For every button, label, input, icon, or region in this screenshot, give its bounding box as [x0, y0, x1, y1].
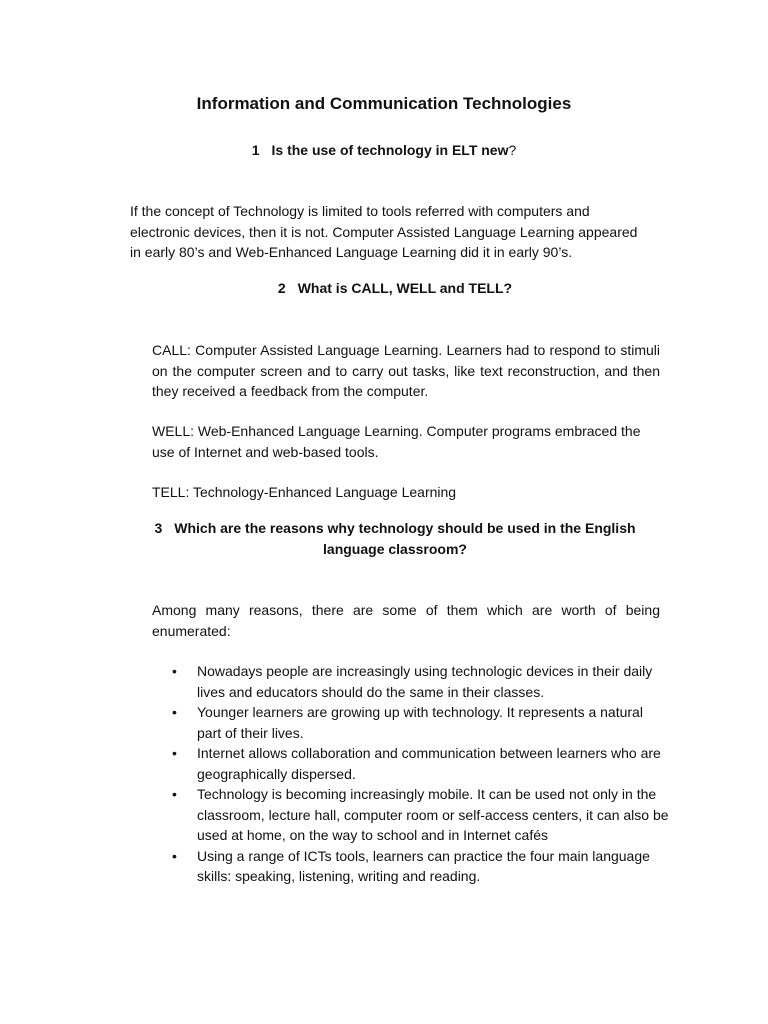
well-paragraph: WELL: Web-Enhanced Language Learning. Computer programs embraced the use of Internet and web-based tools.: [152, 423, 641, 460]
list-item-text: Using a range of ICTs tools, learners can practice the four main language skills: speaking, listening, writing and reading.: [197, 847, 650, 884]
document-title: Information and Communication Technologies: [196, 94, 572, 113]
question-2-number: 2: [277, 280, 286, 296]
question-1-mark: ?: [508, 142, 517, 158]
bullet-icon: •: [172, 786, 177, 802]
question-3-text-line1: Which are the reasons why technology should be used in the English: [174, 520, 636, 536]
list-item: [150, 784, 670, 846]
question-1-number: 1: [251, 142, 260, 158]
list-item: [150, 702, 670, 743]
bullet-icon: •: [172, 847, 177, 864]
reasons-intro-paragraph: Among many reasons, there are some of them which are worth of being enumerated:: [152, 602, 660, 639]
question-3-text-line2: language classroom?: [323, 541, 467, 557]
question-1-text: Is the use of technology in ELT new: [271, 142, 509, 158]
answer-1-paragraph: If the concept of Technology is limited to tools referred with computers and electronic devices, then it is not. Computer Assisted Language Learning appeared in early 80’s and Web-Enhanced Language Learning did it in early 90’s.: [130, 203, 638, 260]
call-paragraph: CALL: Computer Assisted Language Learning. Learners had to respond to stimuli on the computer screen and to carry out tasks, like text reconstruction, and then they received a feedback from the computer.: [152, 342, 660, 399]
list-item-text: Internet allows collaboration and communication between learners who are geographically dispersed.: [197, 745, 661, 782]
list-item-text: Technology is becoming increasingly mobile. It can be used not only in the classroom, lecture hall, computer room or self-access centers, it can also be used at home, on the way to school and in Internet cafés: [197, 786, 669, 843]
tell-paragraph: TELL: Technology-Enhanced Language Learning: [152, 484, 457, 500]
list-item: [150, 846, 670, 887]
question-3-heading: [0, 518, 768, 560]
question-2-text: What is CALL, WELL and TELL?: [297, 280, 513, 296]
list-item-text: Nowadays people are increasingly using technologic devices in their daily lives and educators should do the same in their classes.: [197, 663, 653, 700]
list-item: [150, 743, 670, 784]
bullet-icon: •: [172, 745, 177, 761]
reasons-bullet-list: [150, 661, 670, 887]
list-item: [150, 661, 670, 702]
question-3-number: 3: [154, 520, 163, 536]
question-2-heading: [0, 278, 768, 299]
bullet-icon: •: [172, 704, 177, 720]
list-item-text: Younger learners are growing up with technology. It represents a natural part of their lives.: [197, 704, 643, 741]
question-1-heading: [0, 140, 768, 161]
bullet-icon: •: [172, 663, 177, 679]
